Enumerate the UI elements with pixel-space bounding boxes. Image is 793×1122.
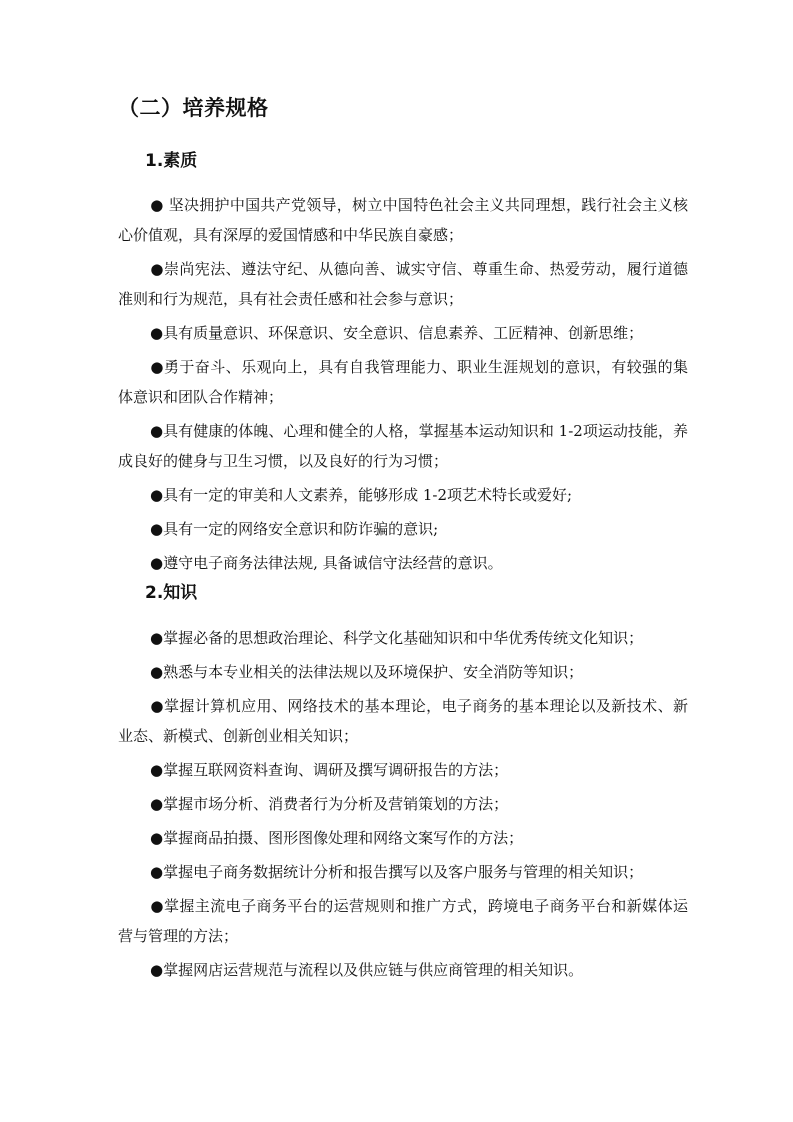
list-item xyxy=(118,891,688,951)
list-item xyxy=(118,691,688,751)
list-item xyxy=(118,254,688,314)
list-item xyxy=(118,823,688,853)
list-item xyxy=(118,352,688,412)
list-item-text: ●掌握必备的思想政治理论、科学文化基础知识和中华优秀传统文化知识； xyxy=(150,629,644,647)
subsection-title-quality: 1.素质 xyxy=(145,151,198,171)
list-item xyxy=(118,514,688,544)
subsection-title-knowledge: 2.知识 xyxy=(145,583,198,603)
list-item-text: ●掌握网店运营规范与流程以及供应链与供应商管理的相关知识。 xyxy=(150,961,584,979)
list-item-text: ●掌握互联网资料查询、调研及撰写调研报告的方法； xyxy=(150,761,509,779)
list-item-text: ●掌握计算机应用、网络技术的基本理论，电子商务的基本理论以及新技术、新业态、新模式、创新创业相关知识； xyxy=(118,697,688,745)
list-item xyxy=(118,190,688,250)
quality-list xyxy=(118,190,688,582)
list-item xyxy=(118,318,688,348)
list-item xyxy=(118,548,688,578)
list-item xyxy=(118,955,688,985)
list-item-text: ●熟悉与本专业相关的法律法规以及环境保护、安全消防等知识； xyxy=(150,663,584,681)
list-item-text: ●掌握商品拍摄、图形图像处理和网络文案写作的方法； xyxy=(150,829,524,847)
list-item xyxy=(118,755,688,785)
list-item-text: ●具有一定的网络安全意识和防诈骗的意识; xyxy=(150,520,439,538)
list-item xyxy=(118,657,688,687)
list-item xyxy=(118,416,688,476)
list-item xyxy=(118,623,688,653)
list-item-text: ●遵守电子商务法律法规, 具备诚信守法经营的意识。 xyxy=(150,554,503,572)
list-item xyxy=(118,789,688,819)
list-item-text: ●具有健康的体魄、心理和健全的人格，掌握基本运动知识和 1-2项运动技能，养成良好的健身与卫生习惯，以及良好的行为习惯； xyxy=(118,422,688,470)
list-item xyxy=(118,857,688,887)
section-title: （二）培养规格 xyxy=(118,96,269,120)
list-item-text: ●勇于奋斗、乐观向上，具有自我管理能力、职业生涯规划的意识，有较强的集体意识和团队合作精神； xyxy=(118,358,688,406)
list-item-text: ●掌握电子商务数据统计分析和报告撰写以及客户服务与管理的相关知识； xyxy=(150,863,644,881)
knowledge-list xyxy=(118,623,688,989)
list-item-text: ● 坚决拥护中国共产党领导，树立中国特色社会主义共同理想，践行社会主义核心价值观，具有深厚的爱国情感和中华民族自豪感； xyxy=(118,196,688,244)
list-item xyxy=(118,480,688,510)
list-item-text: ●掌握主流电子商务平台的运营规则和推广方式，跨境电子商务平台和新媒体运营与管理的方法； xyxy=(118,897,688,945)
list-item-text: ●具有质量意识、环保意识、安全意识、信息素养、工匠精神、创新思维； xyxy=(150,324,644,342)
list-item-text: ●具有一定的审美和人文素养，能够形成 1-2项艺术特长或爱好; xyxy=(150,486,573,504)
list-item-text: ●崇尚宪法、遵法守纪、从德向善、诚实守信、尊重生命、热爱劳动，履行道德准则和行为规范，具有社会责任感和社会参与意识； xyxy=(118,260,688,308)
list-item-text: ●掌握市场分析、消费者行为分析及营销策划的方法； xyxy=(150,795,509,813)
